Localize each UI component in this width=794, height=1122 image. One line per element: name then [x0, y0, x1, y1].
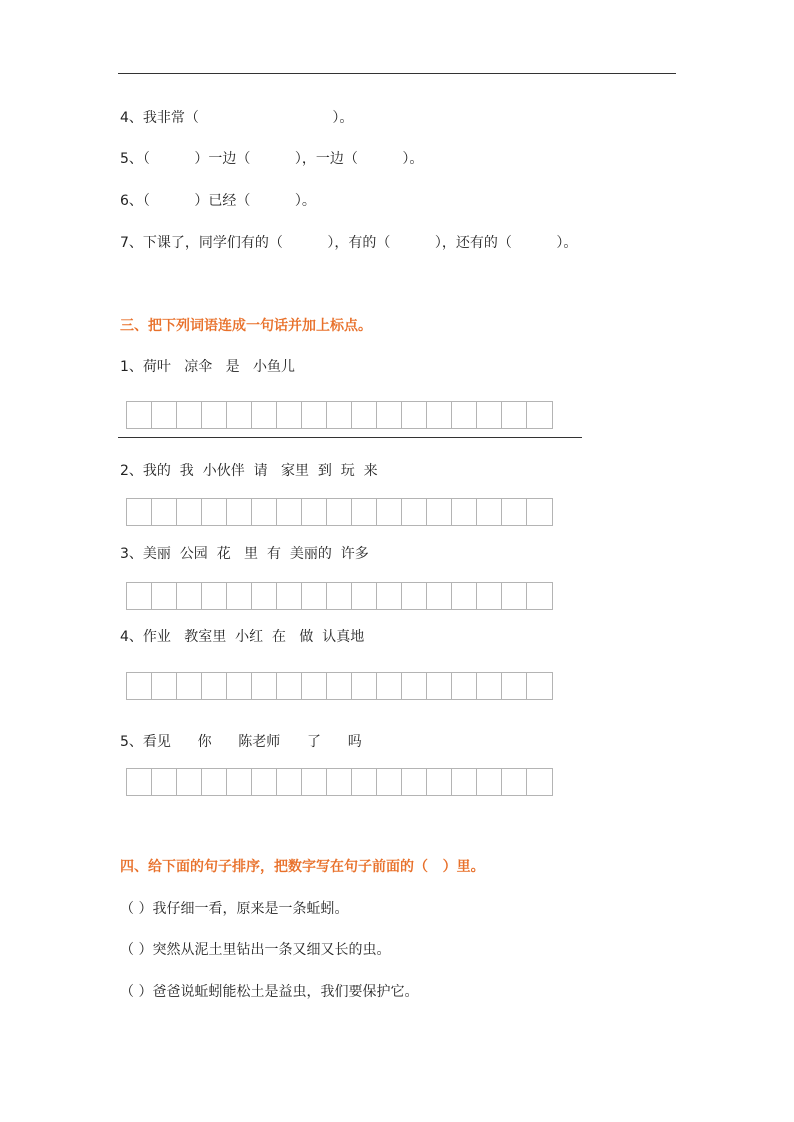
writing-cell[interactable]	[127, 583, 152, 609]
writing-cell[interactable]	[452, 583, 477, 609]
sentence-item-4: 4、作业 教室里 小红 在 做 认真地	[120, 629, 365, 645]
writing-cell[interactable]	[177, 673, 202, 699]
writing-cell[interactable]	[477, 583, 502, 609]
order-item-3: （ ）爸爸说蚯蚓能松土是益虫，我们要保护它。	[120, 984, 419, 1000]
writing-cell[interactable]	[527, 583, 552, 609]
writing-cell[interactable]	[452, 402, 477, 428]
writing-cell[interactable]	[277, 583, 302, 609]
writing-cell[interactable]	[452, 673, 477, 699]
writing-grid-4[interactable]	[126, 672, 553, 700]
writing-cell[interactable]	[527, 402, 552, 428]
writing-cell[interactable]	[427, 499, 452, 525]
writing-cell[interactable]	[302, 499, 327, 525]
writing-cell[interactable]	[502, 499, 527, 525]
writing-cell[interactable]	[527, 769, 552, 795]
writing-cell[interactable]	[177, 402, 202, 428]
question-7: 7、下课了，同学们有的（ ），有的（ ），还有的（ ）。	[120, 235, 578, 251]
writing-cell[interactable]	[527, 499, 552, 525]
sentence-item-1: 1、荷叶 凉伞 是 小鱼儿	[120, 359, 295, 375]
writing-cell[interactable]	[377, 769, 402, 795]
writing-cell[interactable]	[477, 673, 502, 699]
section-4-heading: 四、给下面的句子排序，把数字写在句子前面的（ ）里。	[120, 859, 485, 875]
writing-cell[interactable]	[227, 673, 252, 699]
order-item-1: （ ）我仔细一看，原来是一条蚯蚓。	[120, 901, 349, 917]
top-rule	[118, 73, 676, 74]
writing-cell[interactable]	[502, 402, 527, 428]
writing-cell[interactable]	[402, 583, 427, 609]
writing-cell[interactable]	[402, 499, 427, 525]
writing-cell[interactable]	[327, 673, 352, 699]
writing-cell[interactable]	[502, 673, 527, 699]
writing-cell[interactable]	[327, 583, 352, 609]
writing-cell[interactable]	[352, 402, 377, 428]
writing-cell[interactable]	[377, 583, 402, 609]
question-6: 6、（ ）已经（ ）。	[120, 193, 316, 209]
writing-cell[interactable]	[252, 583, 277, 609]
writing-cell[interactable]	[227, 402, 252, 428]
sentence-item-3: 3、美丽 公园 花 里 有 美丽的 许多	[120, 546, 369, 562]
writing-cell[interactable]	[252, 499, 277, 525]
writing-cell[interactable]	[327, 402, 352, 428]
writing-cell[interactable]	[127, 499, 152, 525]
writing-cell[interactable]	[527, 673, 552, 699]
order-item-2: （ ）突然从泥土里钻出一条又细又长的虫。	[120, 942, 391, 958]
writing-cell[interactable]	[152, 673, 177, 699]
writing-cell[interactable]	[477, 769, 502, 795]
writing-grid-3[interactable]	[126, 582, 553, 610]
writing-cell[interactable]	[277, 402, 302, 428]
writing-cell[interactable]	[352, 769, 377, 795]
writing-cell[interactable]	[277, 499, 302, 525]
writing-cell[interactable]	[252, 673, 277, 699]
writing-cell[interactable]	[427, 769, 452, 795]
writing-cell[interactable]	[402, 673, 427, 699]
writing-cell[interactable]	[252, 402, 277, 428]
writing-cell[interactable]	[152, 769, 177, 795]
writing-grid-2[interactable]	[126, 498, 553, 526]
writing-cell[interactable]	[302, 583, 327, 609]
writing-cell[interactable]	[452, 769, 477, 795]
writing-cell[interactable]	[177, 499, 202, 525]
writing-cell[interactable]	[277, 673, 302, 699]
writing-cell[interactable]	[427, 402, 452, 428]
writing-cell[interactable]	[227, 499, 252, 525]
writing-cell[interactable]	[377, 499, 402, 525]
writing-grid-1[interactable]	[126, 401, 553, 429]
question-4: 4、我非常（ ）。	[120, 110, 354, 126]
writing-cell[interactable]	[202, 499, 227, 525]
writing-cell[interactable]	[327, 499, 352, 525]
writing-cell[interactable]	[352, 499, 377, 525]
writing-cell[interactable]	[152, 583, 177, 609]
writing-cell[interactable]	[327, 769, 352, 795]
writing-cell[interactable]	[127, 769, 152, 795]
writing-cell[interactable]	[177, 583, 202, 609]
answer-line-1	[118, 437, 582, 438]
writing-cell[interactable]	[352, 583, 377, 609]
writing-cell[interactable]	[502, 583, 527, 609]
writing-cell[interactable]	[452, 499, 477, 525]
writing-cell[interactable]	[227, 769, 252, 795]
sentence-item-2: 2、我的 我 小伙伴 请 家里 到 玩 来	[120, 463, 378, 479]
writing-cell[interactable]	[477, 499, 502, 525]
writing-cell[interactable]	[477, 402, 502, 428]
writing-cell[interactable]	[227, 583, 252, 609]
writing-grid-5[interactable]	[126, 768, 553, 796]
writing-cell[interactable]	[127, 402, 152, 428]
writing-cell[interactable]	[177, 769, 202, 795]
writing-cell[interactable]	[152, 402, 177, 428]
section-3-heading: 三、把下列词语连成一句话并加上标点。	[120, 318, 372, 334]
writing-cell[interactable]	[202, 583, 227, 609]
writing-cell[interactable]	[302, 673, 327, 699]
writing-cell[interactable]	[202, 769, 227, 795]
writing-cell[interactable]	[202, 402, 227, 428]
writing-cell[interactable]	[302, 769, 327, 795]
writing-cell[interactable]	[252, 769, 277, 795]
question-5: 5、（ ）一边（ ），一边（ ）。	[120, 151, 424, 167]
writing-cell[interactable]	[427, 673, 452, 699]
writing-cell[interactable]	[427, 583, 452, 609]
sentence-item-5: 5、看见 你 陈老师 了 吗	[120, 734, 362, 750]
writing-cell[interactable]	[352, 673, 377, 699]
writing-cell[interactable]	[402, 402, 427, 428]
writing-cell[interactable]	[377, 402, 402, 428]
writing-cell[interactable]	[152, 499, 177, 525]
writing-cell[interactable]	[202, 673, 227, 699]
writing-cell[interactable]	[127, 673, 152, 699]
writing-cell[interactable]	[277, 769, 302, 795]
writing-cell[interactable]	[377, 673, 402, 699]
writing-cell[interactable]	[302, 402, 327, 428]
writing-cell[interactable]	[502, 769, 527, 795]
writing-cell[interactable]	[402, 769, 427, 795]
